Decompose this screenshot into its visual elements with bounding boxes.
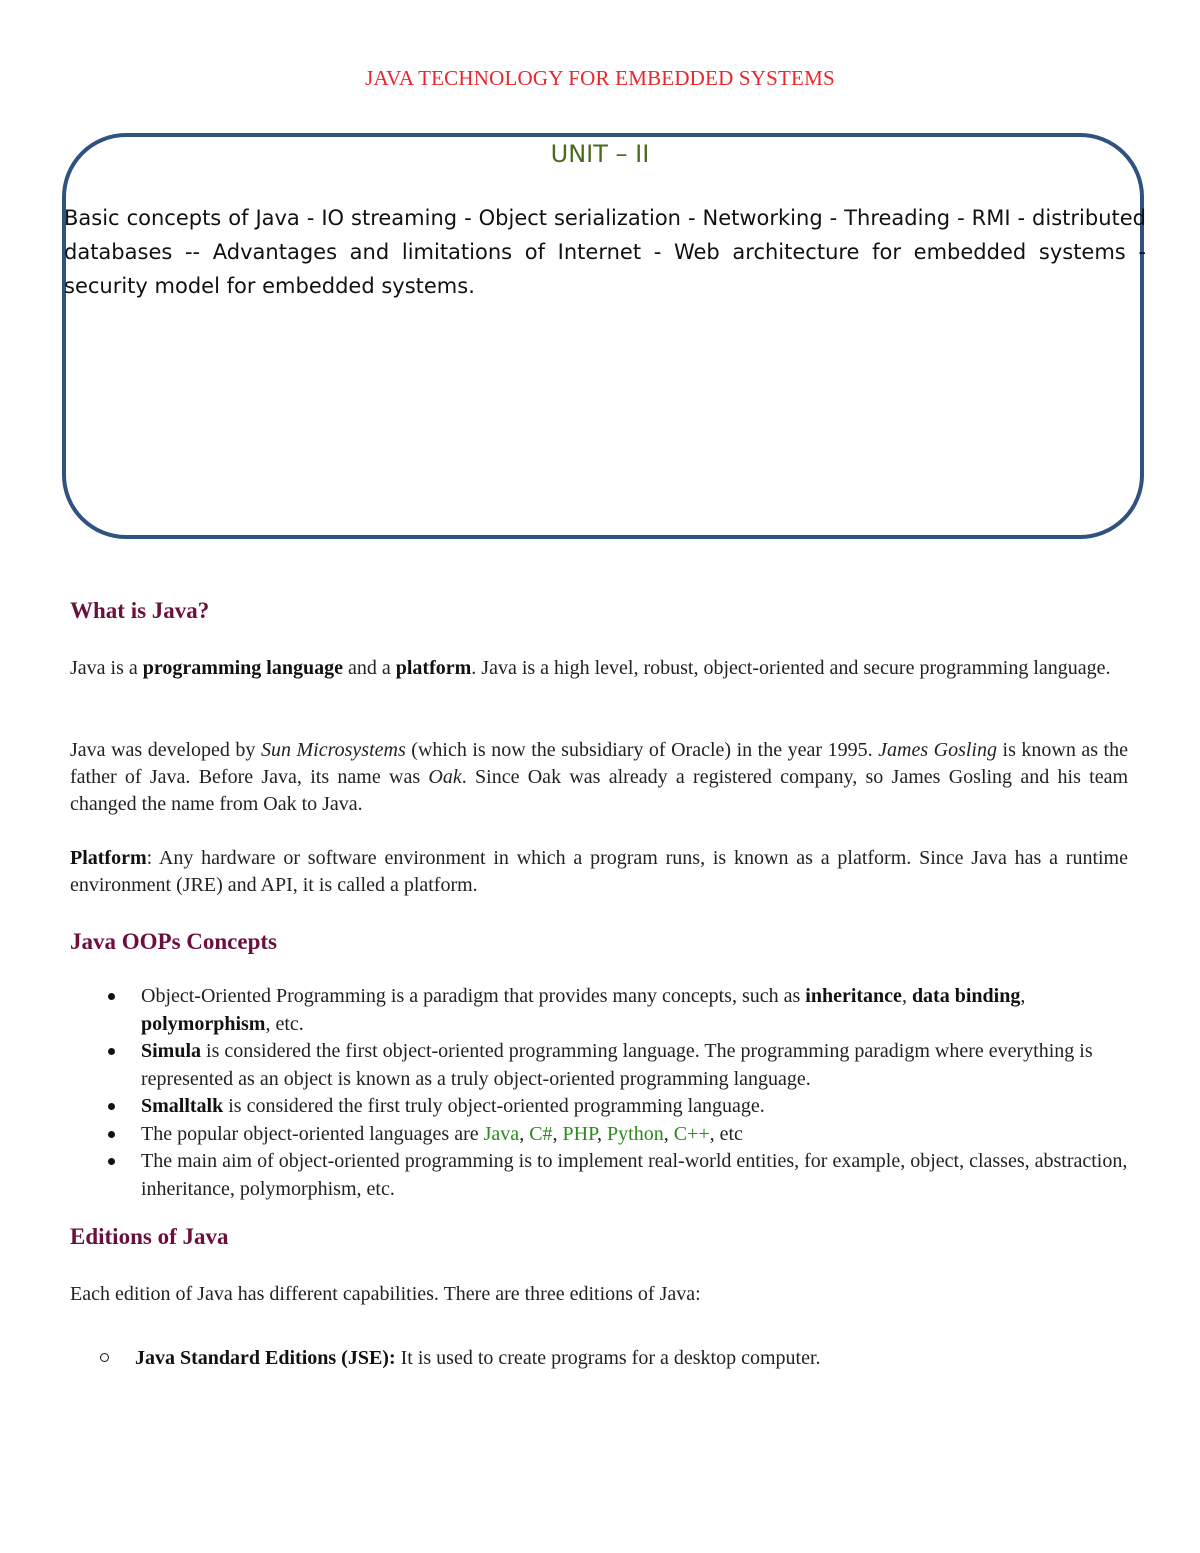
heading-what-is-java: What is Java? [70,598,210,623]
paragraph-java-intro: Java is a programming language and a platform. Java is a high level, robust, object-oriented and secure programming language. [70,657,1111,679]
heading-oops-concepts: Java OOPs Concepts [70,929,277,954]
paragraph-platform: Platform: Any hardware or software environment in which a program runs, is known as a platform. Since Java has a runtime environment (JRE) and API, it is called a platform. [70,847,1128,896]
circle-bullet-icon [100,1353,109,1362]
link-python[interactable]: Python [607,1122,664,1145]
unit-title: UNIT – II [550,140,650,168]
link-cpp[interactable]: C++ [673,1122,710,1145]
bullet-dot-icon [108,1158,115,1165]
list-item-jse: Java Standard Editions (JSE): It is used to create programs for a desktop computer. [100,1345,821,1372]
bullet-dot-icon [108,1103,115,1110]
list-item: Object-Oriented Programming is a paradigm that provides many concepts, such as inheritance, data binding, polymorphism, etc. [70,983,1128,1038]
list-item: Simula is considered the first object-oriented programming language. The programming paradigm where everything is represented as an object is known as a truly object-oriented programming language. [70,1038,1128,1093]
list-item: The main aim of object-oriented programming is to implement real-world entities, for example, object, classes, abstraction, inheritance, polymorphism, etc. [70,1148,1128,1203]
bullet-dot-icon [108,993,115,1000]
oops-bullet-list [70,983,1128,1203]
unit-summary-box [62,133,1144,539]
paragraph-java-history: Java was developed by Sun Microsystems (which is now the subsidiary of Oracle) in the year 1995. James Gosling is known as the father of Java. Before Java, its name was Oak. Since Oak was already a registered company, so James Gosling and his team changed the name from Oak to Java. [70,739,1129,815]
unit-description: Basic concepts of Java - IO streaming - Object serialization - Networking - Threading - RMI - distributed databases -- Advantages and limitations of Internet - Web architecture for embedded systems - security model for embedded systems. [64,206,1146,298]
list-item: Smalltalk is considered the first truly object-oriented programming language. [70,1093,1128,1121]
list-item: The popular object-oriented languages are Java, C#, PHP, Python, C++, etc [70,1121,1128,1149]
paragraph-editions-intro: Each edition of Java has different capabilities. There are three editions of Java: [70,1283,701,1305]
heading-editions: Editions of Java [70,1224,229,1249]
link-java[interactable]: Java [483,1122,520,1145]
bullet-dot-icon [108,1131,115,1138]
link-php[interactable]: PHP [562,1122,598,1145]
link-csharp[interactable]: C# [529,1122,553,1145]
document-title: JAVA TECHNOLOGY FOR EMBEDDED SYSTEMS [365,66,835,90]
bullet-dot-icon [108,1048,115,1055]
